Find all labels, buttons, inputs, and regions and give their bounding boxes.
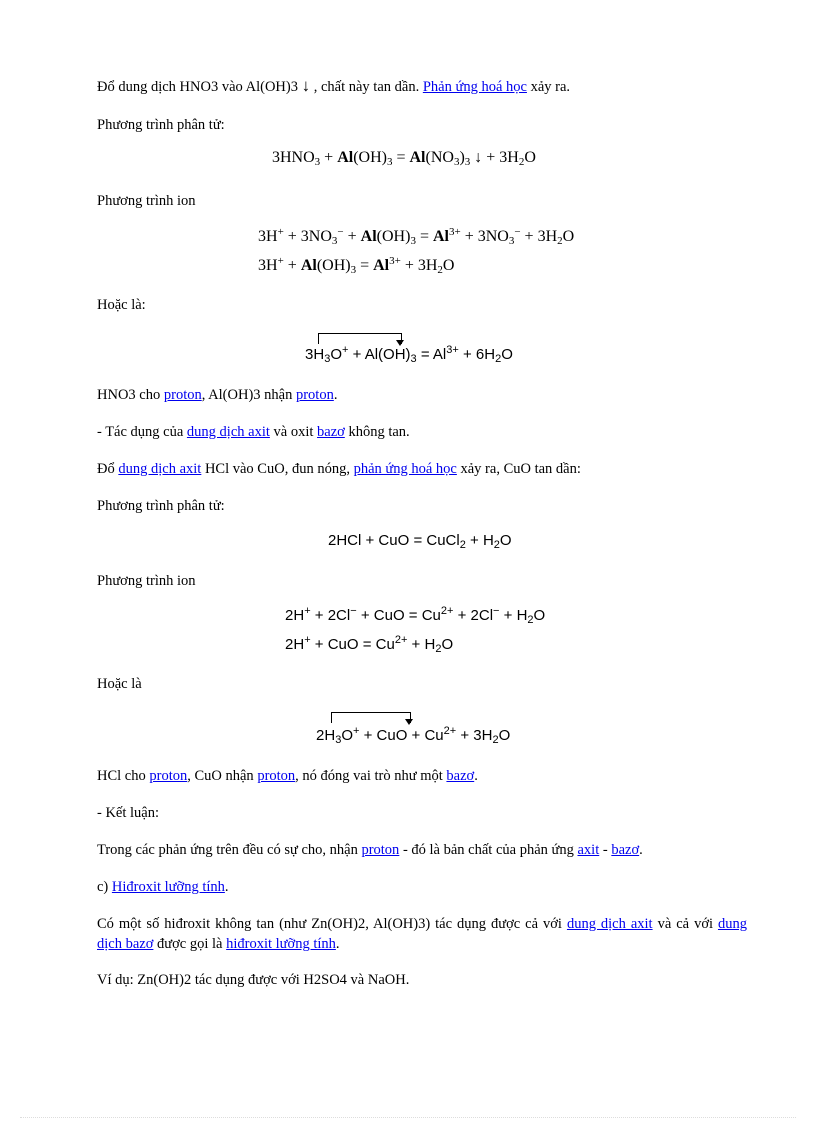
equation-hcl-cuo-molecular: 2HCl + CuO = CuCl$_2$ + $H_2O$: [328, 532, 512, 551]
link-dung-dich-bazo[interactable]: dung dịch bazơ: [97, 916, 747, 952]
page-bottom-divider: [20, 1117, 796, 1118]
label-conclusion: - Kết luận:: [97, 805, 160, 821]
link-bazo[interactable]: bazơ: [317, 424, 345, 440]
paragraph-amphoteric-definition: Có một số hiđroxit không tan (như Zn(OH)2, Al(OH)3) tác dụng được cả với dung dịch axit và cả với dung dịch bazơ được gọi là hiđroxit lưỡng tính.: [97, 916, 747, 952]
proton-transfer-arrow-icon: [405, 719, 413, 725]
link-proton[interactable]: proton: [149, 768, 188, 784]
proton-transfer-bracket-2: [331, 712, 411, 723]
link-hidroxit-luong-tinh[interactable]: hiđroxit lưỡng tính: [226, 936, 336, 952]
equation-h3o-cuo: $2H_3O^+$ + CuO + $Cu^{2+} + 3H_2O$: [316, 725, 511, 746]
proton-transfer-bracket: [318, 333, 402, 344]
link-dung-dich-axit[interactable]: dung dịch axit: [566, 916, 653, 932]
label-ionic-equation: Phương trình ion: [97, 193, 196, 209]
link-phan-ung-hoa-hoc[interactable]: phản ứng hoá học: [353, 461, 457, 477]
link-phan-ung-hoa-hoc[interactable]: Phản ứng hoá học: [422, 79, 527, 95]
paragraph-hno3-intro: Đổ dung dịch HNO3 vào Al(OH)3 ↓ , chất này tan dần. Phản ứng hoá học xảy ra.: [97, 76, 571, 95]
equation-hno3-aloh3-ionic-full: $3H^+ + 3NO_3^- + Al(OH)_3 = Al^{3+} + 3NO_3^- + 3H_2O$: [258, 226, 575, 247]
equation-hno3-aloh3-ionic-short: $3H^+ + Al(OH)_3 = Al^{3+} + 3H_2O$: [258, 255, 455, 276]
label-ionic-equation-2: Phương trình ion: [97, 573, 196, 589]
equation-h3o-aloh3: $3H_3O^+ + Al(OH)_3 = Al^{3+} + 6H_2O$: [305, 344, 513, 365]
label-molecular-equation: Phương trình phân tử:: [97, 117, 225, 133]
link-dung-dich-axit[interactable]: dung dịch axit: [118, 461, 202, 477]
paragraph-hcl-proton: HCl cho proton, CuO nhận proton, nó đóng vai trò như một bazơ.: [97, 768, 478, 784]
paragraph-acid-oxide: - Tác dụng của dung dịch axit và oxit bazơ không tan.: [97, 424, 410, 440]
paragraph-hno3-proton: HNO3 cho proton, Al(OH)3 nhận proton.: [97, 387, 338, 403]
section-heading-amphoteric: c) Hiđroxit lưỡng tính.: [97, 879, 229, 895]
link-proton[interactable]: proton: [257, 768, 296, 784]
equation-hno3-aloh3-molecular: $3HNO_3 + Al(OH)_3 = Al(NO_3)_3$ ↓ + $3H_2O$: [272, 149, 536, 168]
link-dung-dich-axit[interactable]: dung dịch axit: [186, 424, 270, 440]
equation-hcl-cuo-ionic-full: 2H+ + 2Cl− + CuO = $Cu^{2+} + 2Cl^- + H_2O$: [285, 605, 546, 626]
link-bazo[interactable]: bazơ: [611, 842, 640, 858]
link-proton[interactable]: proton: [163, 387, 202, 403]
label-or: Hoặc là:: [97, 297, 146, 313]
link-bazo[interactable]: bazơ: [446, 768, 475, 784]
link-axit[interactable]: axit: [577, 842, 600, 858]
equation-hcl-cuo-ionic-short: 2H+ + CuO = $Cu^{2+} + H_2O$: [285, 634, 454, 655]
paragraph-hcl-cuo: Đổ dung dịch axit HCl vào CuO, đun nóng, phản ứng hoá học xảy ra, CuO tan dần:: [97, 461, 581, 477]
precipitate-arrow-icon: ↓: [301, 76, 311, 95]
label-molecular-equation-2: Phương trình phân tử:: [97, 498, 225, 514]
paragraph-example: Ví dụ: Zn(OH)2 tác dụng được với H2SO4 và NaOH.: [97, 972, 410, 988]
link-proton[interactable]: proton: [361, 842, 400, 858]
link-proton[interactable]: proton: [295, 387, 334, 403]
paragraph-conclusion: Trong các phản ứng trên đều có sự cho, nhận proton - đó là bản chất của phản ứng axit - bazơ.: [97, 842, 643, 858]
link-hidroxit-luong-tinh[interactable]: Hiđroxit lưỡng tính: [111, 879, 225, 895]
label-or-2: Hoặc là: [97, 676, 142, 692]
